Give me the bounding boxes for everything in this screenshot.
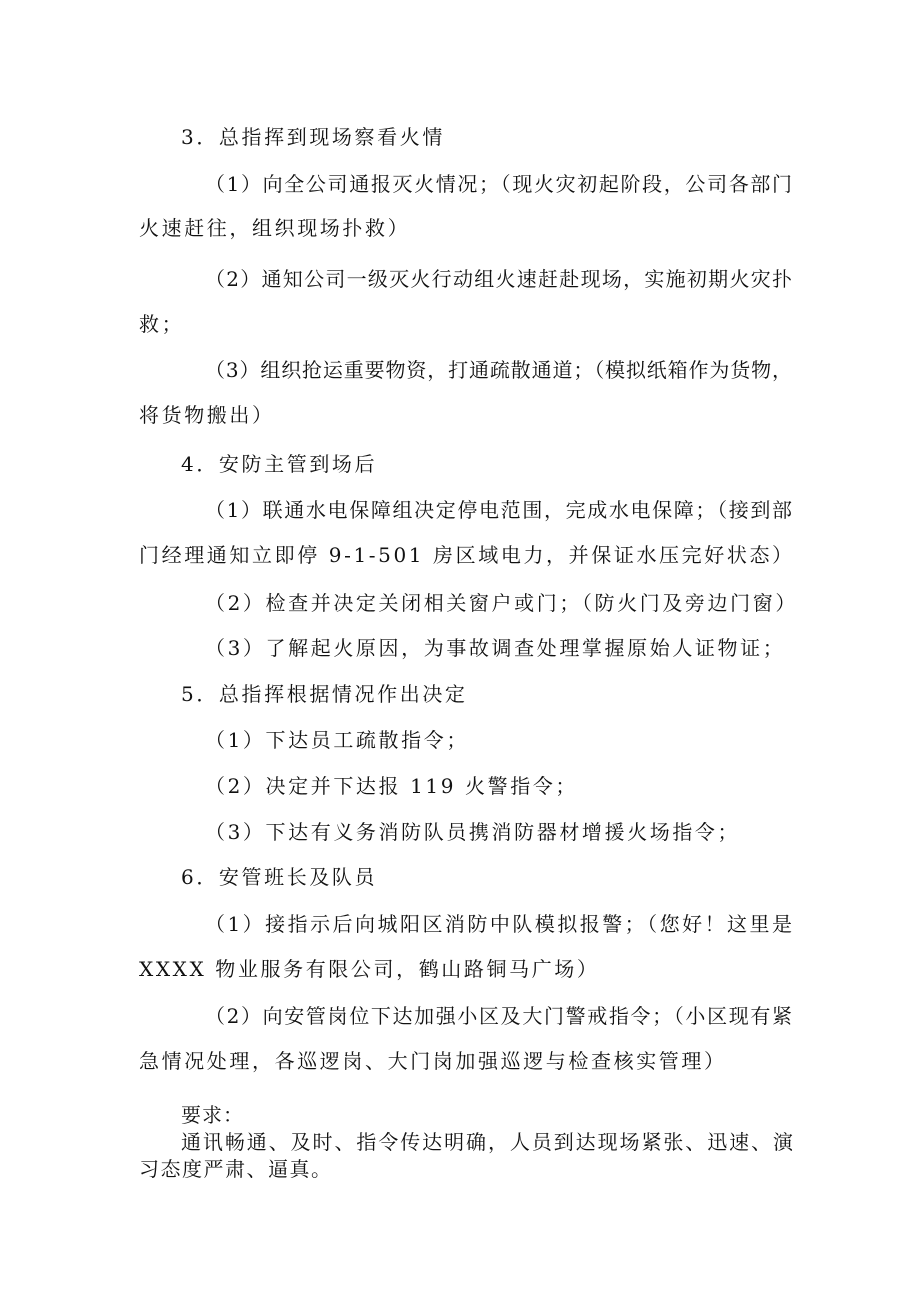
paragraph-3-2-line1: （2）通知公司一级灭火行动组火速赶赴现场，实施初期火灾扑 [205,267,792,291]
requirements-label: 要求： [181,1103,244,1127]
paragraph-5-3: （3）下达有义务消防队员携消防器材增援火场指令； [205,820,741,844]
paragraph-4-1-line2: 门经理通知立即停 9-1-501 房区域电力，并保证水压完好状态） [139,543,795,567]
paragraph-3-3-line1: （3）组织抢运重要物资，打通疏散通道；（模拟纸箱作为货物， [205,358,792,382]
paragraph-3-1-line2: 火速赶往，组织现场扑救） [139,216,411,240]
paragraph-3-3-line2: 将货物搬出） [139,403,275,427]
paragraph-5-1: （1）下达员工疏散指令； [205,728,469,752]
paragraph-4-2: （2）检查并决定关闭相关窗户或门；（防火门及旁边门窗） [205,591,798,615]
paragraph-4-3: （3）了解起火原因，为事故调查处理掌握原始人证物证； [205,636,786,660]
section-heading-3: 3．总指挥到现场察看火情 [181,125,445,149]
requirements-text-line2: 习态度严肃、逼真。 [139,1157,333,1181]
paragraph-4-1-line1: （1）联通水电保障组决定停电范围，完成水电保障；（接到部 [205,498,792,522]
section-heading-5: 5．总指挥根据情况作出决定 [181,682,468,706]
paragraph-6-2-line2: 急情况处理，各巡逻岗、大门岗加强巡逻与检查核实管理） [139,1049,727,1073]
paragraph-6-1-line1: （1）接指示后向城阳区消防中队模拟报警；（您好！这里是 [205,912,792,936]
section-heading-4: 4．安防主管到场后 [181,452,378,476]
paragraph-5-2: （2）决定并下达报 119 火警指令； [205,774,579,798]
paragraph-6-1-line2: XXXX 物业服务有限公司，鹤山路铜马广场） [139,957,600,981]
paragraph-3-2-line2: 救； [139,312,185,336]
requirements-text-line1: 通讯畅通、及时、指令传达明确，人员到达现场紧张、迅速、演 [181,1130,793,1154]
section-heading-6: 6．安管班长及队员 [181,865,378,889]
paragraph-3-1-line1: （1）向全公司通报灭火情况；（现火灾初起阶段，公司各部门 [205,172,792,196]
paragraph-6-2-line1: （2）向安管岗位下达加强小区及大门警戒指令；（小区现有紧 [205,1004,792,1028]
